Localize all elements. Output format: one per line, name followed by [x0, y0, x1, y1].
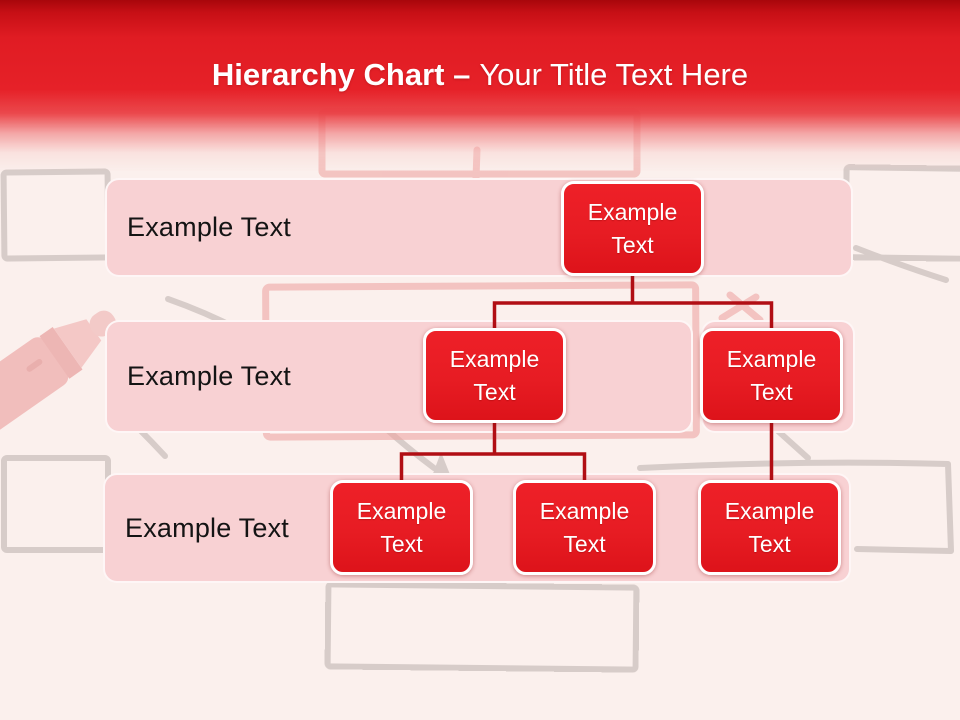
node-label: Example Text — [724, 497, 815, 557]
title-bold: Hierarchy Chart – — [211, 57, 471, 92]
title-regular: Your Title Text Here — [479, 57, 749, 92]
node-label: Example Text — [356, 497, 447, 557]
node-level2-left — [423, 328, 566, 423]
node-label: Example Text — [726, 345, 817, 405]
node-label: Example Text — [449, 345, 540, 405]
node-level3-third — [698, 480, 841, 575]
node-level3-second — [513, 480, 656, 575]
node-label: Example Text — [539, 497, 630, 557]
node-level1 — [561, 181, 704, 276]
node-level3-first — [330, 480, 473, 575]
node-label: Example Text — [587, 198, 678, 258]
row-label-2: Example Text — [127, 361, 291, 391]
row-label-3: Example Text — [125, 512, 289, 543]
node-level2-right — [700, 328, 843, 423]
row-label-1: Example Text — [127, 212, 291, 242]
